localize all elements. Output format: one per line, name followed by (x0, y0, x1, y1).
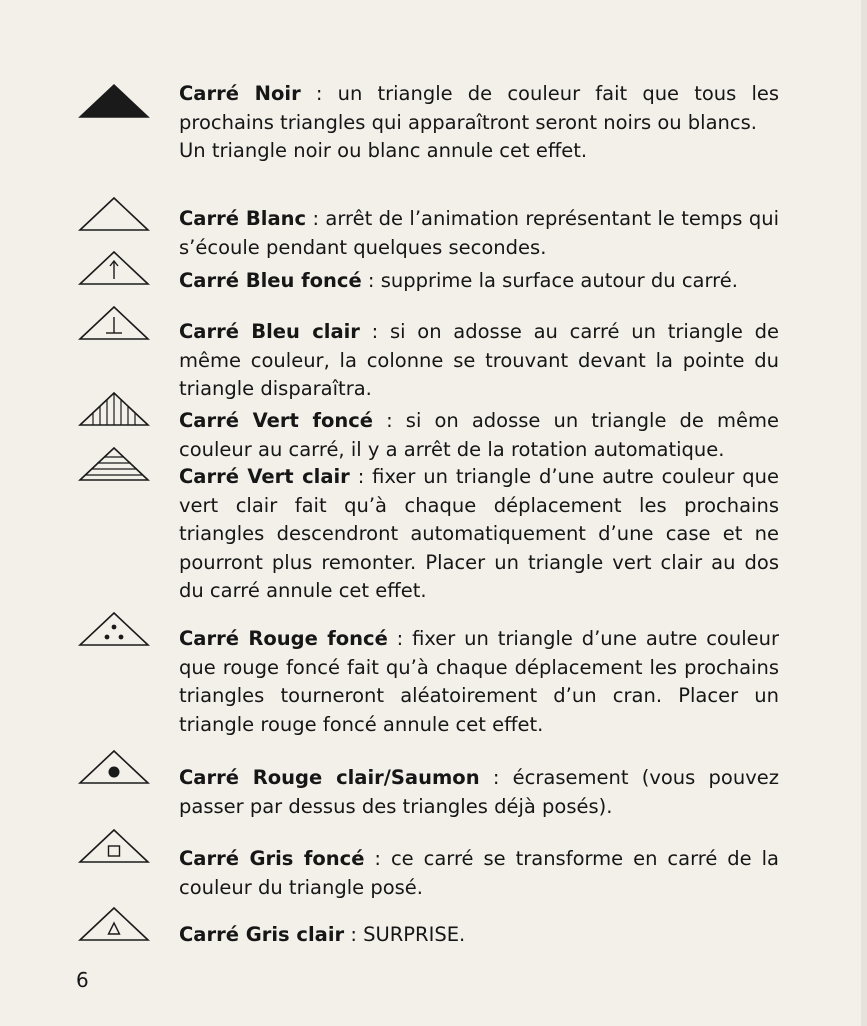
entry-name: Carré Vert foncé (179, 409, 374, 432)
entry-separator: : (349, 465, 373, 488)
solid-triangle-icon (76, 82, 152, 120)
entry-name: Carré Bleu clair (179, 320, 360, 343)
entry-name: Carré Gris foncé (179, 847, 365, 870)
entry-text: écrasement (vous pouvez passer par dessus des triangles déjà posés). (179, 766, 779, 818)
entry-text: si on adosse un triangle de même couleur au carré, il y a arrêt de la rotation automatique. (179, 409, 780, 461)
entry-separator: : (361, 269, 381, 292)
triangle-square-icon (76, 827, 152, 865)
entry-text: arrêt de l’animation représentant le temps qui s’écoule pendant quelques secondes. (179, 207, 779, 259)
entry-separator: : (359, 320, 390, 343)
entry-carre-vert-clair (179, 463, 779, 606)
entry-separator: : (373, 409, 406, 432)
entry-carre-rouge-clair (179, 764, 779, 821)
entry-name: Carré Blanc (179, 207, 307, 230)
entry-text: fixer un triangle d’une autre couleur que rouge foncé fait qu’à chaque déplacement les prochains triangles tourneront aléatoirement d’un cran. Placer un triangle rouge foncé annule cet effet. (179, 627, 780, 736)
page-number: 6 (76, 968, 89, 992)
entry-carre-gris-clair (179, 921, 779, 950)
triangle-arrow-up-icon (76, 249, 152, 287)
triangle-dot-icon (76, 748, 152, 786)
entry-separator: : (387, 627, 413, 650)
entry-separator: : (479, 766, 513, 789)
entry-name: Carré Rouge clair/Saumon (179, 766, 480, 789)
entry-text: un triangle de couleur fait que tous les prochains triangles qui apparaîtront seront noirs ou blancs. (179, 82, 780, 134)
entry-carre-bleu-fonce (179, 267, 779, 296)
entry-carre-blanc (179, 205, 779, 262)
entry-carre-gris-fonce (179, 845, 779, 902)
entry-carre-bleu-clair (179, 318, 779, 404)
entry-separator: : (306, 207, 326, 230)
entry-name: Carré Noir (179, 82, 301, 105)
entry-text: fixer un triangle d’une autre couleur que vert clair fait qu’à chaque déplacement les prochains triangles descendront automatiquement d’une case et ne pourront plus remonter. Placer un triangle vert clair au dos du carré annule cet effet. (179, 465, 780, 602)
outline-triangle-icon (76, 195, 152, 233)
triangle-three-dots-icon (76, 610, 152, 648)
entry-separator: : (344, 923, 364, 946)
entry-name: Carré Vert clair (179, 465, 350, 488)
entry-text: ce carré se transforme en carré de la couleur du triangle posé. (179, 847, 779, 899)
entry-name: Carré Rouge foncé (179, 627, 388, 650)
entry-separator: : (364, 847, 391, 870)
entry-separator: : (300, 82, 338, 105)
triangle-vertical-stripes-icon (76, 390, 152, 428)
triangle-horizontal-stripes-icon (76, 445, 152, 483)
entry-text: SURPRISE. (363, 923, 466, 946)
entry-text: si on adosse au carré un triangle de même couleur, la colonne se trouvant devant la pointe du triangle disparaîtra. (179, 320, 779, 400)
entry-name: Carré Gris clair (179, 923, 345, 946)
page-edge (861, 0, 867, 1026)
triangle-inner-triangle-icon (76, 905, 152, 943)
entry-carre-vert-fonce (179, 407, 779, 464)
entry-text-continued: Un triangle noir ou blanc annule cet effet. (179, 139, 588, 162)
entry-name: Carré Bleu foncé (179, 269, 362, 292)
entry-text: supprime la surface autour du carré. (380, 269, 738, 292)
triangle-inverted-t-icon (76, 304, 152, 342)
entry-carre-rouge-fonce (179, 625, 779, 739)
entry-carre-noir (179, 80, 779, 166)
